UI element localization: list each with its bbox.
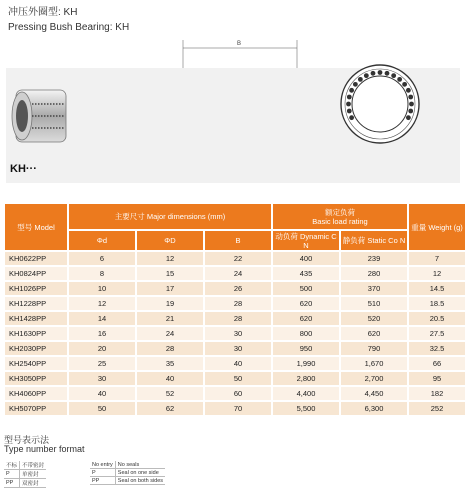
legend-code: P: [90, 469, 115, 477]
legend-code: PP: [4, 479, 20, 488]
cell-D: 24: [137, 327, 203, 340]
format-title-en: Type number format: [4, 444, 85, 454]
cell-model: KH2030PP: [5, 342, 67, 355]
cell-model: KH1630PP: [5, 327, 67, 340]
cell-dynamic: 620: [273, 297, 339, 310]
table-row: [5, 327, 465, 340]
cell-static: 4,450: [341, 387, 407, 400]
cell-D: 17: [137, 282, 203, 295]
end-ball-dot: [402, 82, 407, 87]
cell-model: KH2540PP: [5, 357, 67, 370]
cell-d: 20: [69, 342, 135, 355]
cell-weight: 252: [409, 402, 465, 415]
spec-table: [3, 202, 466, 417]
end-ball-dot: [358, 77, 363, 82]
end-ball-dot: [346, 102, 351, 107]
cell-d: 16: [69, 327, 135, 340]
legend-desc: Seal on one side: [115, 469, 165, 477]
end-ball-dot: [397, 77, 402, 82]
cell-B: 28: [205, 312, 271, 325]
legend-desc: 不带密封: [20, 461, 47, 470]
cell-static: 790: [341, 342, 407, 355]
header-major: [69, 204, 271, 229]
cell-model: KH0622PP: [5, 252, 67, 265]
format-legend-cn: [4, 461, 46, 488]
legend-desc: No seals: [115, 461, 165, 469]
header-d: Φd: [69, 231, 135, 250]
cell-static: 620: [341, 327, 407, 340]
cell-dynamic: 5,500: [273, 402, 339, 415]
table-row: [5, 297, 465, 310]
cell-d: 25: [69, 357, 135, 370]
header-load-en: Basic load rating: [312, 216, 368, 226]
cell-model: KH1026PP: [5, 282, 67, 295]
end-ball-dot: [385, 71, 390, 76]
cell-static: 510: [341, 297, 407, 310]
cell-weight: 14.5: [409, 282, 465, 295]
end-ball-dot: [409, 102, 414, 107]
end-ball-dot: [406, 88, 411, 93]
table-row: [5, 342, 465, 355]
end-ball-dot: [406, 115, 411, 120]
format-legend-en: [90, 461, 165, 485]
cell-B: 30: [205, 342, 271, 355]
cell-static: 1,670: [341, 357, 407, 370]
cell-dynamic: 435: [273, 267, 339, 280]
cell-weight: 7: [409, 252, 465, 265]
header-model: 型号 Model: [5, 204, 67, 250]
cell-weight: 95: [409, 372, 465, 385]
cell-B: 70: [205, 402, 271, 415]
cell-dynamic: 400: [273, 252, 339, 265]
cell-d: 8: [69, 267, 135, 280]
cell-d: 14: [69, 312, 135, 325]
legend-code: P: [4, 470, 20, 479]
cell-d: 6: [69, 252, 135, 265]
cell-B: 22: [205, 252, 271, 265]
end-ball-dot: [349, 88, 354, 93]
cell-D: 19: [137, 297, 203, 310]
cell-dynamic: 800: [273, 327, 339, 340]
cell-weight: 20.5: [409, 312, 465, 325]
page-title-cn: 冲压外圈型: KH: [8, 7, 78, 18]
cell-D: 12: [137, 252, 203, 265]
cell-B: 30: [205, 327, 271, 340]
cell-D: 15: [137, 267, 203, 280]
end-ball-dot: [347, 109, 352, 114]
header-load: [273, 204, 407, 229]
cell-d: 40: [69, 387, 135, 400]
cell-weight: 32.5: [409, 342, 465, 355]
cell-D: 62: [137, 402, 203, 415]
cell-dynamic: 2,800: [273, 372, 339, 385]
end-ball-dot: [391, 73, 396, 78]
header-D: ΦD: [137, 231, 203, 250]
table-row: [5, 402, 465, 415]
cell-B: 28: [205, 297, 271, 310]
cell-D: 35: [137, 357, 203, 370]
cell-d: 50: [69, 402, 135, 415]
cell-D: 40: [137, 372, 203, 385]
header-weight: 重量 Weight (g): [409, 204, 465, 250]
cell-model: KH1228PP: [5, 297, 67, 310]
cell-D: 21: [137, 312, 203, 325]
end-ball-dot: [349, 115, 354, 120]
end-ball-dot: [408, 95, 413, 100]
cell-weight: 12: [409, 267, 465, 280]
bearing-photo: [8, 84, 72, 150]
dim-b-label: B: [237, 41, 242, 47]
cell-static: 280: [341, 267, 407, 280]
legend-code: PP: [90, 477, 115, 485]
header-major-en: Major dimensions (mm): [146, 212, 226, 221]
cell-dynamic: 500: [273, 282, 339, 295]
end-ball-dot: [347, 95, 352, 100]
header-major-cn: 主要尺寸: [114, 212, 145, 221]
cell-model: KH1428PP: [5, 312, 67, 325]
legend-code: No entry: [90, 461, 115, 469]
bearing-end-view: [338, 62, 422, 146]
end-ball-dot: [408, 109, 413, 114]
cell-weight: 66: [409, 357, 465, 370]
cell-B: 50: [205, 372, 271, 385]
cell-weight: 27.5: [409, 327, 465, 340]
table-row: [5, 372, 465, 385]
cell-model: KH4060PP: [5, 387, 67, 400]
cell-D: 28: [137, 342, 203, 355]
cell-d: 10: [69, 282, 135, 295]
cell-B: 40: [205, 357, 271, 370]
cell-model: KH5070PP: [5, 402, 67, 415]
header-static: 静负荷 Static Co N: [341, 231, 407, 250]
cell-dynamic: 4,400: [273, 387, 339, 400]
end-ball-dot: [353, 82, 358, 87]
cell-dynamic: 1,990: [273, 357, 339, 370]
figure-label: KH···: [10, 163, 37, 175]
cell-B: 24: [205, 267, 271, 280]
cell-static: 370: [341, 282, 407, 295]
end-ball-dot: [378, 70, 383, 75]
legend-desc: Seal on both sides: [115, 477, 165, 485]
table-row: [5, 267, 465, 280]
end-ball-dot: [364, 73, 369, 78]
header-dynamic: 动负荷 Dynamic C N: [273, 231, 339, 250]
cell-static: 2,700: [341, 372, 407, 385]
cell-dynamic: 950: [273, 342, 339, 355]
cell-weight: 182: [409, 387, 465, 400]
legend-desc: 单密封: [20, 470, 47, 479]
end-ball-dot: [371, 71, 376, 76]
table-row: [5, 387, 465, 400]
format-title-cn: 型号表示法: [4, 435, 50, 445]
cell-model: KH0824PP: [5, 267, 67, 280]
cell-dynamic: 620: [273, 312, 339, 325]
table-row: [5, 252, 465, 265]
cell-model: KH3050PP: [5, 372, 67, 385]
header-B: B: [205, 231, 271, 250]
table-row: [5, 282, 465, 295]
cell-B: 60: [205, 387, 271, 400]
table-row: [5, 357, 465, 370]
cell-B: 26: [205, 282, 271, 295]
legend-desc: 双密封: [20, 479, 47, 488]
cell-static: 520: [341, 312, 407, 325]
cell-static: 6,300: [341, 402, 407, 415]
legend-code: 不标: [4, 461, 20, 470]
page-title-en: Pressing Bush Bearing: KH: [8, 22, 130, 33]
cell-d: 12: [69, 297, 135, 310]
cell-static: 239: [341, 252, 407, 265]
cell-d: 30: [69, 372, 135, 385]
cell-weight: 18.5: [409, 297, 465, 310]
cell-D: 52: [137, 387, 203, 400]
header-load-cn: 额定负荷: [325, 207, 355, 217]
table-row: [5, 312, 465, 325]
